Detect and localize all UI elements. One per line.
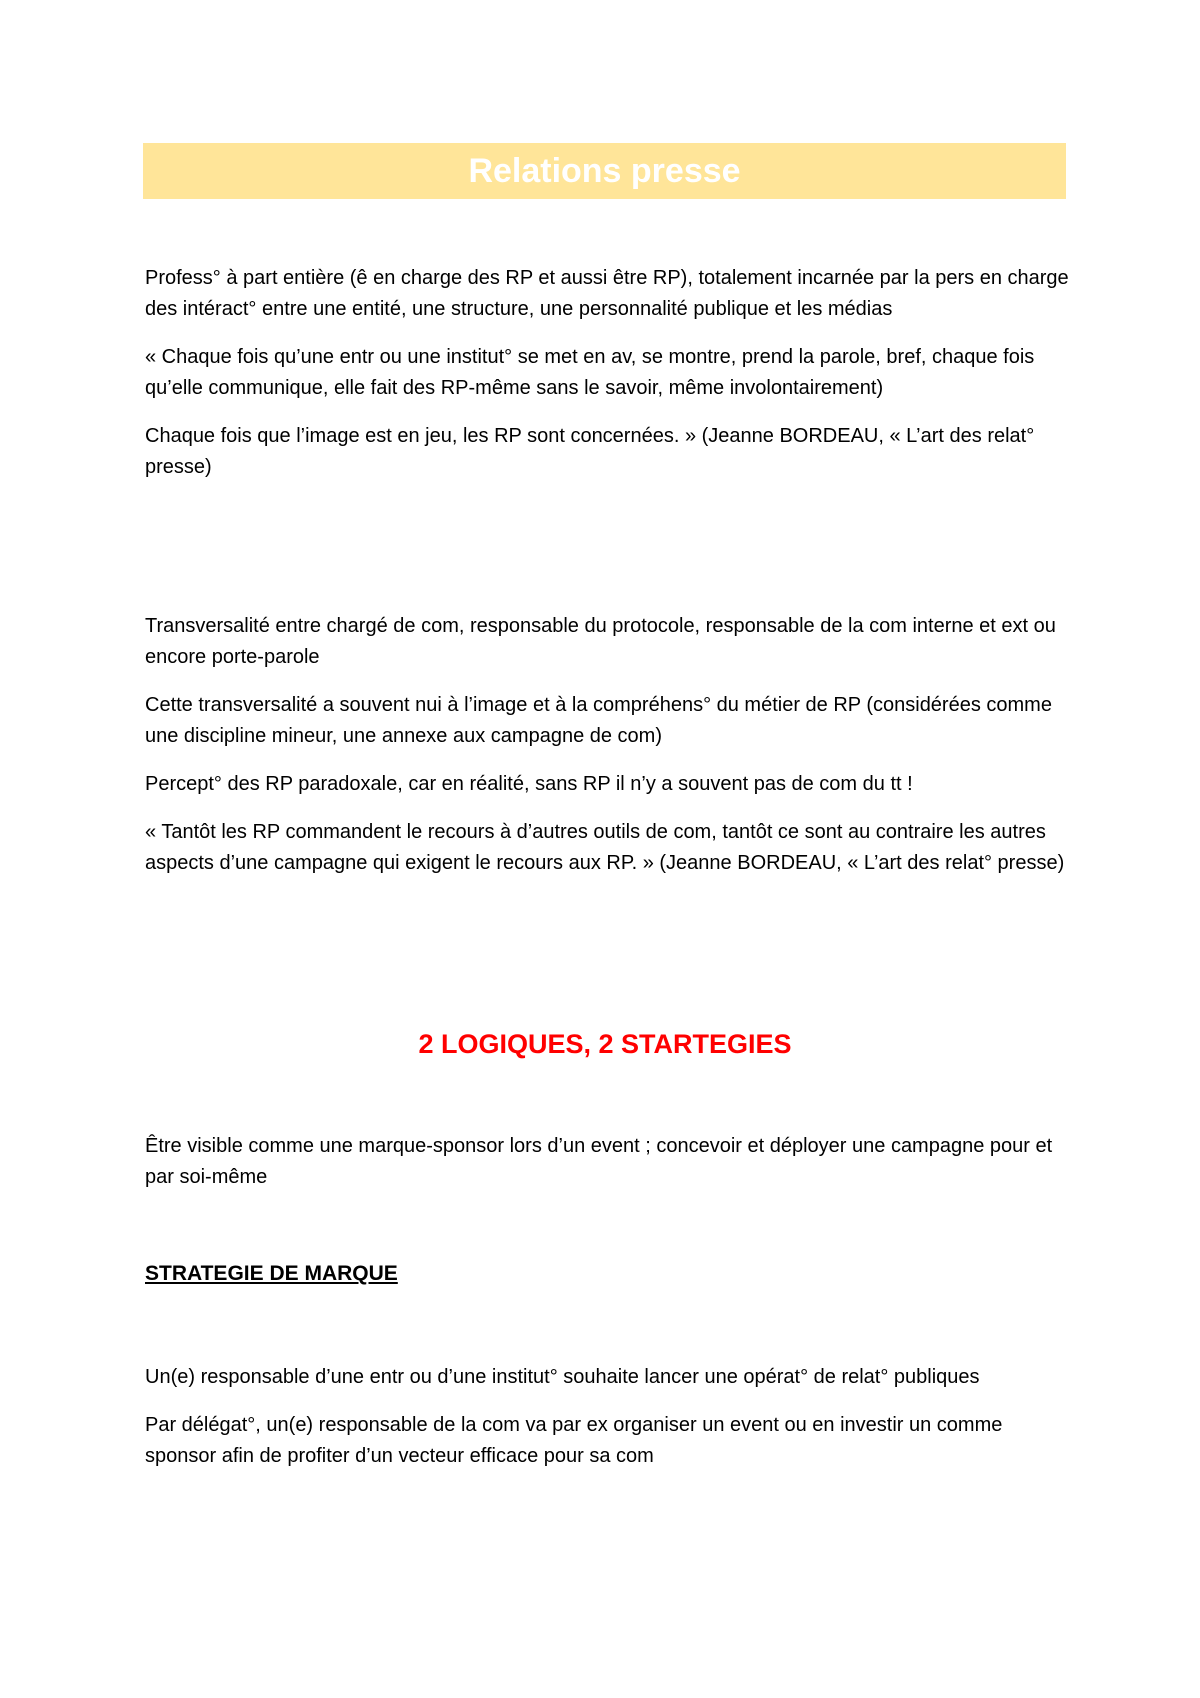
- document-title: Relations presse: [468, 152, 741, 190]
- paragraph: Percept° des RP paradoxale, car en réalité, sans RP il n’y a souvent pas de com du tt !: [145, 773, 913, 795]
- strategy-section: [145, 1362, 1070, 1472]
- paragraph: Être visible comme une marque-sponsor lors d’un event ; concevoir et déployer une campagne pour et par soi-même: [145, 1135, 1053, 1188]
- paragraph: Transversalité entre chargé de com, responsable du protocole, responsable de la com interne et ext ou encore porte-parole: [145, 615, 1056, 668]
- title-band: [143, 143, 1066, 199]
- section-heading: 2 LOGIQUES, 2 STARTEGIES: [418, 1029, 792, 1059]
- paragraph: Un(e) responsable d’une entr ou d’une institut° souhaite lancer une opérat° de relat° publiques: [145, 1366, 980, 1388]
- paragraph: Profess° à part entière (ê en charge des RP et aussi être RP), totalement incarnée par la pers en charge des intéract° entre une entité, une structure, une personnalité publique et les médias: [145, 267, 1069, 320]
- paragraph: Par délégat°, un(e) responsable de la com va par ex organiser un event ou en investir un comme sponsor afin de profiter d’un vecteur efficace pour sa com: [145, 1414, 1003, 1467]
- paragraph: « Chaque fois qu’une entr ou une institut° se met en av, se montre, prend la parole, bref, chaque fois qu’elle communique, elle fait des RP-même sans le savoir, même involontairement): [145, 346, 1035, 399]
- transversal-section: [145, 611, 1070, 879]
- paragraph: Chaque fois que l’image est en jeu, les RP sont concernées. » (Jeanne BORDEAU, « L’art des relat° presse): [145, 425, 1035, 478]
- logic-section: [145, 1131, 1070, 1193]
- strategy-subheading: STRATEGIE DE MARQUE: [145, 1262, 398, 1285]
- intro-section: [145, 263, 1070, 483]
- paragraph: « Tantôt les RP commandent le recours à d’autres outils de com, tantôt ce sont au contraire les autres aspects d’une campagne qui exigent le recours aux RP. » (Jeanne BORDEAU, « L’art des relat° presse): [145, 821, 1065, 874]
- paragraph: Cette transversalité a souvent nui à l’image et à la compréhens° du métier de RP (considérées comme une discipline mineur, une annexe aux campagne de com): [145, 694, 1052, 747]
